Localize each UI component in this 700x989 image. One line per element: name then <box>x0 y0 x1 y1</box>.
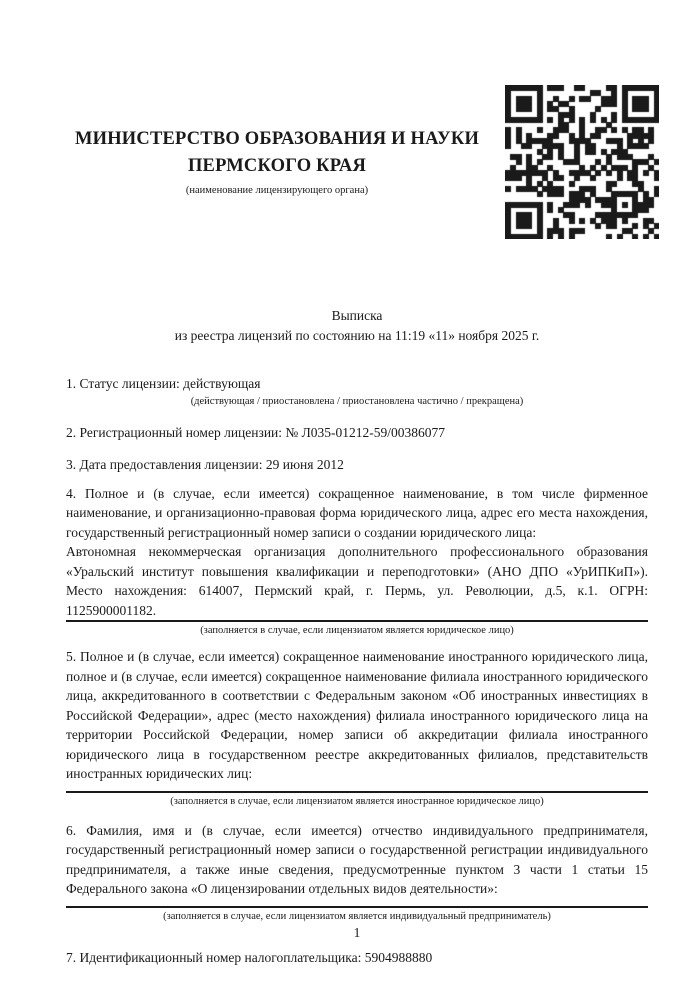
individual-entrepreneur-rule <box>66 906 648 908</box>
legal-entity-value: Автономная некоммерческая организация дополнительного профессионального образования «Уральский институт повышения квалификации и переподготовки» (АНО ДПО «УрИПКиП»). Место нахождения: 614007, Пермский край, г. Пермь, ул. Революции, д.5, к.1. ОГРН: 1125900001182. <box>66 544 648 618</box>
document-title-line2: из реестра лицензий по состоянию на 11:19 «11» ноября 2025 г. <box>174 327 540 343</box>
licensing-authority-header <box>66 126 488 197</box>
item-taxpayer-number: 7. Идентификационный номер налогоплательщика: 5904988880 <box>66 949 433 965</box>
item-license-status <box>66 374 648 409</box>
document-title-line1: Выписка <box>331 308 383 323</box>
ministry-name <box>66 126 488 180</box>
item-foreign-entity <box>66 647 648 809</box>
legal-entity-rule <box>66 620 648 622</box>
item-registration-number: 2. Регистрационный номер лицензии: № Л035-01212-59/00386077 <box>66 424 446 440</box>
ministry-name-line1: МИНИСТЕРСТВО ОБРАЗОВАНИЯ И НАУКИ <box>74 129 480 149</box>
legal-entity-intro: 4. Полное и (в случае, если имеется) сокращенное наименование, в том числе фирменное наименование, и организационно-правовая форма юридического лица, адрес его места нахождения, государственный регистрационный номер записи о создании юридического лица: <box>66 485 648 540</box>
foreign-entity-caption: (заполняется в случае, если лицензиатом является иностранное юридическое лицо) <box>170 795 544 807</box>
foreign-entity-rule <box>66 791 648 793</box>
document-body <box>66 300 648 967</box>
licensing-authority-caption: (наименование лицензирующего органа) <box>185 185 369 196</box>
item-license-date: 3. Дата предоставления лицензии: 29 июня 2012 <box>66 457 344 472</box>
individual-entrepreneur-caption: (заполняется в случае, если лицензиатом является индивидуальный предприниматель) <box>163 910 551 922</box>
item-individual-entrepreneur <box>66 821 648 924</box>
ministry-name-line2: ПЕРМСКОГО КРАЯ <box>187 156 367 176</box>
page-number: 1 <box>353 925 361 940</box>
individual-entrepreneur-intro: 6. Фамилия, имя и (в случае, если имеется) отчество индивидуального предпринимателя, государственный регистрационный номер записи о государственной регистрации индивидуального предпринимателя, а также иные сведения, предусмотренные пунктом 3 части 1 статьи 15 Федерального закона «О лицензировании отдельных видов деятельности»: <box>66 822 648 896</box>
item-legal-entity <box>66 484 648 639</box>
qr-code-icon <box>505 85 659 239</box>
legal-entity-caption: (заполняется в случае, если лицензиатом является юридическое лицо) <box>200 625 514 636</box>
document-title <box>66 306 648 345</box>
foreign-entity-intro: 5. Полное и (в случае, если имеется) сокращенное наименование иностранного юридического лица, полное и (в случае, если имеется) сокращенное наименование филиала иностранного юридического лица, аккредитованного в соответствии с Федеральным законом «Об иностранных инвестициях в Российской Федерации», адрес (место нахождения) филиала иностранного юридического лица на территории Российской Федерации, номер записи об аккредитации филиала иностранного юридического лица в государственном реестре аккредитованных филиалов, представительств иностранных юридических лиц: <box>66 649 648 781</box>
license-status-options-caption: (действующая / приостановлена / приостановлена частично / прекращена) <box>190 395 524 407</box>
license-status-text: 1. Статус лицензии: действующая <box>66 376 261 391</box>
